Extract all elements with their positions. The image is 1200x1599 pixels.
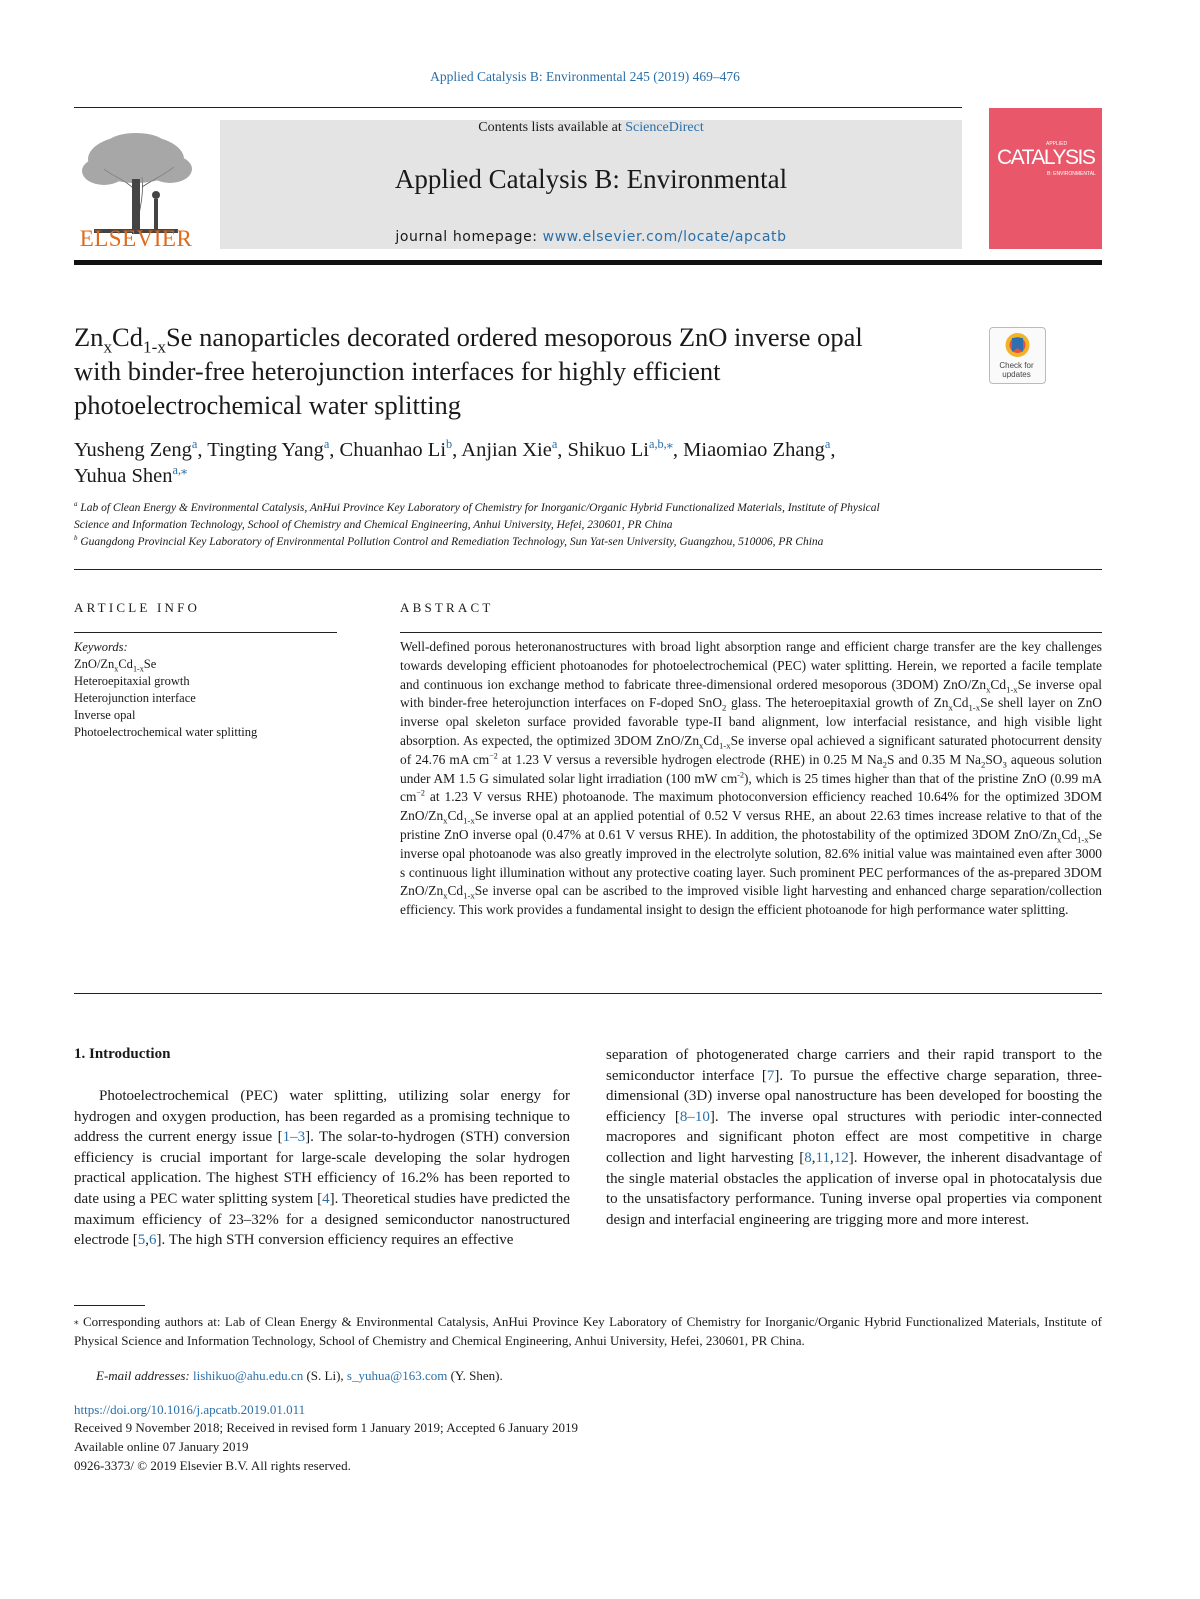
sciencedirect-link[interactable]: ScienceDirect — [625, 120, 704, 135]
abstract-heading: ABSTRACT — [400, 600, 494, 615]
author-name[interactable]: Yusheng Zeng — [74, 439, 192, 461]
cover-small-label: APPLIED — [1046, 141, 1068, 147]
update-ribbon-icon — [990, 328, 1045, 364]
keywords-rule — [74, 632, 337, 633]
footnote-rule — [74, 1305, 145, 1306]
author-affil-mark[interactable]: b — [446, 437, 453, 452]
section-rule — [74, 993, 1102, 994]
badge-line-2: updates — [1002, 370, 1031, 379]
affiliation-b — [74, 534, 1104, 551]
author-affil-mark[interactable]: a — [551, 437, 558, 452]
publisher-name: ELSEVIER — [79, 226, 193, 251]
email-link[interactable]: s_yuhua@163.com — [346, 1368, 448, 1383]
keyword-item: Heteroepitaxial growth — [74, 674, 190, 688]
email-link[interactable]: lishikuo@ahu.edu.cn — [193, 1368, 304, 1383]
reference-link[interactable]: 1–3 — [282, 1129, 306, 1146]
homepage-prefix: journal homepage: — [395, 229, 543, 245]
author-list: Yusheng Zeng$^a$, Tingting Yang$^a$, Chuanhao Li$^b$, Anjian Xie$^a$, Shikuo $Li^{a,b,⁎}$, Miaomiao Zhang$^a$, Yuhua Shen$^{a,⁎}$ — [74, 437, 836, 487]
contents-line — [220, 120, 962, 136]
affil-b-line-1: Guangdong Provincial Key Laboratory of Environmental Pollution Control and Remediation Technology, Sun Yat-sen University, Guangzhou, 510006, PR China — [80, 536, 824, 548]
header-rule — [74, 107, 962, 108]
title-line-2: with binder-free heterojunction interfaces for highly efficient — [74, 356, 721, 386]
copyright: 0926-3373/ © 2019 Elsevier B.V. All rights reserved. — [74, 1458, 351, 1473]
email-owner: (S. Li), — [306, 1368, 344, 1383]
doi-link[interactable]: https://doi.org/10.1016/j.apcatb.2019.01.011 — [74, 1402, 306, 1417]
author-name[interactable]: Yuhua Shen — [74, 465, 173, 487]
author-affil-mark[interactable]: a,b,⁎ — [649, 437, 673, 452]
introduction-heading: 1. Introduction — [74, 1046, 171, 1062]
cover-title: CATALYSIS — [997, 146, 1095, 169]
intro-paragraph: separation of photogenerated charge carriers and their rapid transport to the semiconductor interface [7]. To pursue the effective charge separation, three-dimensional (3D) inverse opal nanostructure has been developed for boosting the efficiency [8–10]. The inverse opal structures with periodic inter-connected macropores and significant photon effect are most competitive in charge collection and light harvesting [8,11,12]. However, the inherent disadvantage of the single material obstacles the application of inverse opal in photocatalysis due to the unsatisfactory performance. Tuning inverse opal properties via component design and interfacial engineering are trigging more and more interest. — [606, 1047, 1102, 1228]
reference-link[interactable]: 4 — [322, 1190, 330, 1207]
check-for-updates-label — [989, 361, 1044, 379]
contents-prefix: Contents lists available at — [478, 120, 626, 135]
intro-paragraph: Photoelectrochemical (PEC) water splitting, utilizing solar energy for hydrogen and oxygen production, has been regarded as a promising technique to address the current energy issue [1–3]. The solar-to-hydrogen (STH) conversion efficiency is crucial important for large-scale developing the solar hydrogen practical application. The highest STH efficiency of 16.2% has been reported to date using a PEC water splitting system [4]. Theoretical studies have predicted the maximum efficiency of 23–32% for a designed semiconductor nanostructured electrode [5,6]. The high STH conversion efficiency requires an effective — [74, 1088, 570, 1249]
header-thick-rule — [74, 260, 1102, 265]
keyword-item: Photoelectrochemical water splitting — [74, 725, 258, 739]
journal-cover-thumbnail[interactable] — [989, 108, 1102, 249]
author-name[interactable]: Shikuo Li — [567, 439, 649, 461]
email-addresses — [96, 1368, 503, 1384]
affiliation-a — [74, 500, 1104, 534]
email-label: E-mail addresses: — [96, 1368, 190, 1383]
corresponding-text: Corresponding authors at: Lab of Clean Energy & Environmental Catalysis, AnHui Province Key Laboratory of Chemistry for Inorganic/Organic Hybrid Functionalized Materials, Institute of Physical Science and Information Technology, School of Chemistry and Chemical Engineering, Anhui University, Hefei, 230601, PR China. — [74, 1314, 1102, 1348]
homepage-line — [220, 229, 962, 245]
intro-left-column — [74, 1086, 570, 1251]
author-affil-mark[interactable]: a — [191, 437, 198, 452]
affil-mark: a — [74, 501, 78, 509]
article-info-heading: ARTICLE INFO — [74, 600, 201, 615]
author-name[interactable]: Tingting Yang — [207, 439, 324, 461]
corresponding-mark-icon: ⁎ — [74, 1316, 79, 1326]
keyword-item: Inverse opal — [74, 708, 136, 722]
keywords-label: Keywords: — [74, 640, 128, 654]
reference-link[interactable]: 5 — [137, 1232, 146, 1249]
abstract-text: Well-defined porous heteronanostructures with broad light absorption range and efficient charge transfer are the key challenges towards developing efficient photoanodes for photoelectrochemical (PEC) water splitting. Herein, we reported a facile template and continuous ion exchange method to fabricate three-dimensional ordered mesoporous (3DOM) ZnO/$Zn_xCd_{1-x}Se$ inverse opal with binder-free heterojunction interfaces on F-doped SnO$_2$ glass. The heteroepitaxial growth of $Zn_xCd_{1-x}Se$ shell layer on ZnO inverse opal skeleton surface provided favorable type-II band alignment, low interfacial resistance, and high visible light absorption. As expected, the optimized 3DOM ZnO/$Zn_xCd_{1-x}Se$ inverse opal achieved a significant saturated photocurrent density of 24.76 mA $cm^{-2}$ at 1.23 V versus a reversible hydrogen electrode (RHE) in 0.25 M $Na_2S$ and 0.35 M $Na_2SO_3$ aqueous solution under AM 1.5 G simulated solar light irradiation (100 mW $cm^{-2}$), which is 25 times higher than that of the pristine ZnO (0.99 mA $cm^{-2}$ at 1.23 V versus RHE) photoanode. The maximum photoconversion efficiency reached 10.64% for the optimized 3DOM ZnO/$Zn_xCd_{1-x}Se$ inverse opal at an applied potential of 0.52 V versus RHE, an about 22.63 times increase relative to that of the pristine ZnO inverse opal (0.47% at 0.61 V versus RHE). In addition, the photostability of the optimized 3DOM ZnO/$Zn_xCd_{1-x}Se$ inverse opal photoanode was also greatly improved in the electrolyte solution, 82.6% initial value was maintained even after 3000 s continuous light illumination without any protective coating layer. Such prominent PEC performances of the as-prepared 3DOM ZnO/$Zn_xCd_{1-x}Se$ inverse opal can be ascribed to the improved visible light harvesting and enhanced charge separation/collection efficiency. This work provides a fundamental insight to design the efficient photoanode for high performance water splitting. — [400, 639, 1103, 918]
affil-a-line-2: Science and Information Technology, School of Chemistry and Chemical Engineering, Anhui University, Hefei, 230601, PR China — [74, 519, 673, 531]
affil-mark: b — [74, 535, 78, 543]
reference-link[interactable]: 7 — [766, 1067, 775, 1084]
journal-title: Applied Catalysis B: Environmental — [394, 164, 788, 194]
title-line-1: nanoparticles decorated ordered mesoporous ZnO inverse opal — [199, 322, 863, 352]
intro-right-column — [606, 1045, 1102, 1230]
reference-link[interactable]: 6 — [148, 1232, 157, 1249]
keyword-item: ZnO/$Zn_xCd_{1-x}Se$ — [74, 657, 157, 674]
author-name[interactable]: Anjian Xie — [461, 439, 552, 461]
author-name[interactable]: Chuanhao Li — [339, 439, 447, 461]
abstract-rule — [400, 632, 1102, 633]
article-title: $Zn_xCd_{1-x}Se$ nanoparticles decorated ordered mesoporous ZnO inverse opal with binder-free heterojunction interfaces for highly efficient photoelectrochemical water splitting — [74, 320, 974, 422]
journal-citation[interactable]: Applied Catalysis B: Environmental 245 (2019) 469–476 — [430, 69, 740, 84]
author-name[interactable]: Miaomiao Zhang — [683, 439, 825, 461]
corresponding-footnote — [74, 1312, 1102, 1350]
homepage-link[interactable]: www.elsevier.com/locate/apcatb — [542, 229, 787, 245]
affil-a-line-1: Lab of Clean Energy & Environmental Catalysis, AnHui Province Key Laboratory of Chemistry for Inorganic/Organic Hybrid Functionalized Materials, Institute of Physical — [80, 502, 880, 514]
author-affil-mark[interactable]: a,⁎ — [172, 463, 188, 478]
badge-line-1: Check for — [999, 361, 1034, 370]
author-affil-mark[interactable]: a — [824, 437, 831, 452]
author-affil-mark[interactable]: a — [323, 437, 330, 452]
cover-subtitle: B: ENVIRONMENTAL — [1047, 171, 1096, 177]
keyword-item: Heterojunction interface — [74, 691, 196, 705]
email-owner: (Y. Shen). — [450, 1368, 503, 1383]
reference-link[interactable]: 11 — [815, 1149, 830, 1166]
reference-link[interactable]: 8–10 — [679, 1108, 710, 1125]
reference-link[interactable]: 8 — [804, 1149, 812, 1166]
section-rule — [74, 569, 1102, 570]
available-online: Available online 07 January 2019 — [74, 1439, 249, 1454]
received-dates: Received 9 November 2018; Received in revised form 1 January 2019; Accepted 6 January 2019 — [74, 1420, 578, 1435]
reference-link[interactable]: 12 — [833, 1149, 849, 1166]
title-line-3: photoelectrochemical water splitting — [74, 390, 462, 420]
